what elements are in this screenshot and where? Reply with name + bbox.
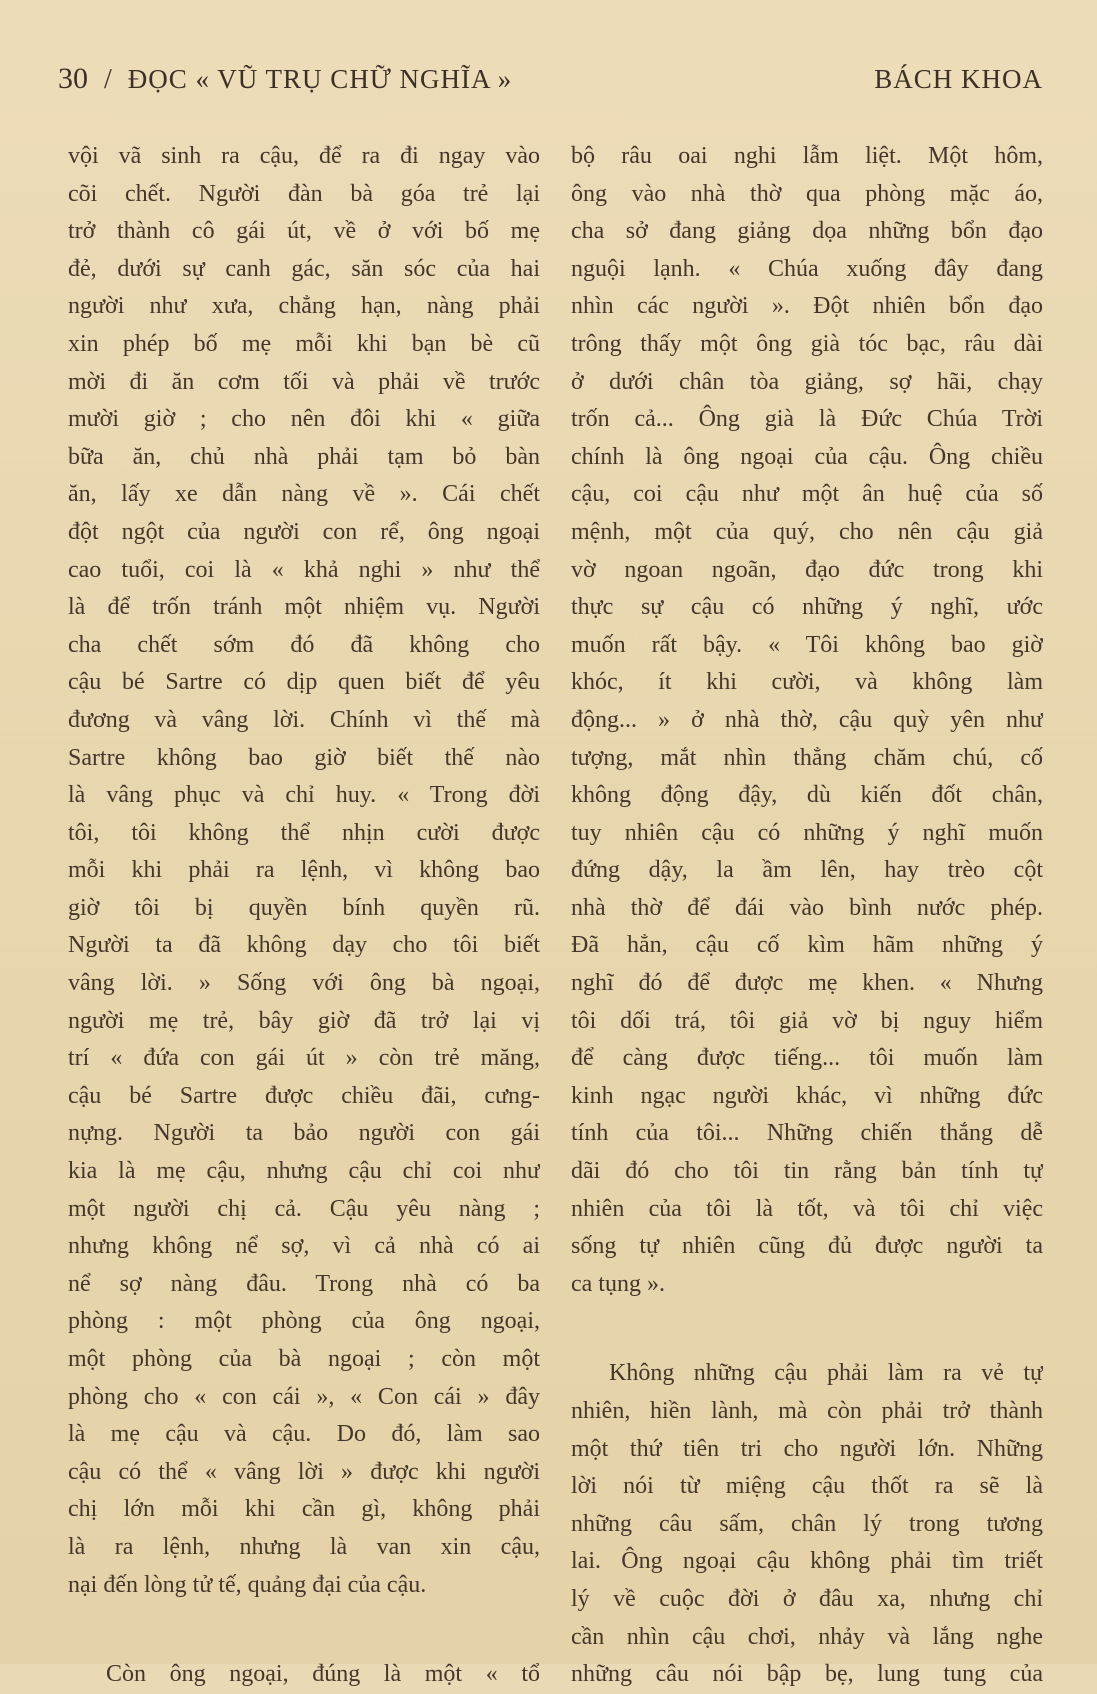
text-line: bộ râu oai nghi lẫm liệt. Một hôm, — [571, 143, 1043, 169]
text-line: Không những cậu phải làm ra vẻ tự — [609, 1360, 1043, 1387]
text-line: một thứ tiên tri cho người lớn. Những — [571, 1435, 1043, 1462]
text-line: lý về cuộc đời ở đâu xa, nhưng chỉ — [571, 1585, 1043, 1612]
text-line: tôi, tôi không thể nhịn cười được — [68, 819, 540, 846]
page-header — [58, 62, 1043, 112]
text-line: Sartre không bao giờ biết thế nào — [68, 744, 540, 771]
text-line: cậu có thể « vâng lời » được khi người — [68, 1458, 540, 1485]
text-line: không động đậy, dù kiến đốt chân, — [571, 782, 1043, 809]
text-line: muốn rất bậy. « Tôi không bao giờ — [571, 631, 1043, 658]
text-line: tượng, mắt nhìn thẳng chăm chú, cố — [571, 744, 1043, 771]
text-line: giờ tôi bị quyền bính quyền rũ. — [68, 894, 540, 921]
text-line: là mẹ cậu và cậu. Do đó, làm sao — [68, 1421, 540, 1448]
text-line: chính là ông ngoại của cậu. Ông chiều — [571, 443, 1043, 470]
text-line: nguội lạnh. « Chúa xuống đây đang — [571, 255, 1043, 282]
text-line: nhiên, hiền lành, mà còn phải trở thành — [571, 1398, 1043, 1424]
text-line: những câu sấm, chân lý trong tương — [571, 1510, 1043, 1537]
paragraph-gap — [571, 1303, 1043, 1355]
text-line: nghĩ đó để được mẹ khen. « Nhưng — [571, 970, 1043, 997]
text-line: vội vã sinh ra cậu, để ra đi ngay vào — [68, 143, 540, 169]
text-line: lời nói từ miệng cậu thốt ra sẽ là — [571, 1473, 1043, 1500]
text-line: nhưng không nể sợ, vì cả nhà có ai — [68, 1233, 540, 1260]
text-line: bữa ăn, chủ nhà phải tạm bỏ bàn — [68, 443, 540, 470]
text-line: phòng cho « con cái », « Con cái » đây — [68, 1383, 540, 1410]
magazine-name: BÁCH KHOA — [874, 64, 1043, 94]
text-line: nể sợ nàng đâu. Trong nhà có ba — [68, 1270, 540, 1297]
text-line: là ra lệnh, nhưng là van xin cậu, — [68, 1533, 540, 1560]
page-number: 30 — [58, 62, 88, 95]
header-separator: / — [104, 64, 112, 95]
left-column — [68, 138, 540, 1694]
text-line: kinh ngạc người khác, vì những đức — [571, 1082, 1043, 1109]
text-line: xin phép bố mẹ mỗi khi bạn bè cũ — [68, 330, 540, 357]
text-line: mệnh, một của quý, cho nên cậu giả — [571, 518, 1043, 545]
text-line: ông vào nhà thờ qua phòng mặc áo, — [571, 180, 1043, 207]
text-line: nại đến lòng tử tế, quảng đại của cậu. — [68, 1571, 427, 1598]
text-line: ca tụng ». — [571, 1270, 665, 1297]
text-line: đẻ, dưới sự canh gác, săn sóc của hai — [68, 255, 540, 282]
text-line: mười giờ ; cho nên đôi khi « giữa — [68, 406, 540, 433]
text-line: thực sự cậu có những ý nghĩ, ước — [571, 594, 1043, 621]
text-line: lai. Ông ngoại cậu không phải tìm triết — [571, 1548, 1043, 1575]
text-line: ở dưới chân tòa giảng, sợ hãi, chạy — [571, 368, 1043, 395]
text-line: mời đi ăn cơm tối và phải về trước — [68, 368, 540, 395]
text-line: vờ ngoan ngoãn, đạo đức trong khi — [571, 556, 1043, 583]
text-line: nhà thờ để đái vào bình nước phép. — [571, 894, 1043, 921]
text-line: để càng được tiếng... tôi muốn làm — [571, 1045, 1043, 1072]
text-line: những câu nói bập bẹ, lung tung của — [571, 1661, 1043, 1688]
text-line: ăn, lấy xe dẫn nàng về ». Cái chết — [68, 481, 540, 508]
text-line: cậu bé Sartre được chiều đãi, cưng- — [68, 1082, 540, 1109]
text-line: phòng : một phòng của ông ngoại, — [68, 1308, 540, 1335]
text-line: động... » ở nhà thờ, cậu quỳ yên như — [571, 706, 1043, 733]
text-line: cần nhìn cậu chơi, nhảy và lắng nghe — [571, 1623, 1043, 1650]
text-line: một phòng của bà ngoại ; còn một — [68, 1346, 540, 1372]
text-line: nựng. Người ta bảo người con gái — [68, 1120, 540, 1147]
text-line: tôi dối trá, tôi giả vờ bị nguy hiểm — [571, 1007, 1043, 1034]
text-line: chị lớn mỗi khi cần gì, không phải — [68, 1496, 540, 1523]
text-line: nhiên của tôi là tốt, và tôi chỉ việc — [571, 1195, 1043, 1222]
text-line: sống tự nhiên cũng đủ được người ta — [571, 1233, 1043, 1260]
text-line: trí « đứa con gái út » còn trẻ măng, — [68, 1045, 540, 1072]
text-line: đứng dậy, la ầm lên, hay trèo cột — [571, 857, 1043, 884]
text-line: trông thấy một ông già tóc bạc, râu dài — [571, 330, 1043, 357]
text-line: Đã hẳn, cậu cố kìm hãm những ý — [571, 932, 1043, 959]
text-line: người mẹ trẻ, bây giờ đã trở lại vị — [68, 1007, 540, 1034]
text-line: nhìn các người ». Đột nhiên bổn đạo — [571, 293, 1043, 320]
text-line: người như xưa, chẳng hạn, nàng phải — [68, 293, 540, 320]
text-line: vâng lời. » Sống với ông bà ngoại, — [68, 970, 540, 997]
header-left — [58, 62, 512, 96]
text-line: Người ta đã không dạy cho tôi biết — [68, 932, 540, 959]
text-line: đột ngột của người con rể, ông ngoại — [68, 518, 540, 545]
text-line: Còn ông ngoại, đúng là một « tổ — [106, 1661, 540, 1688]
text-line: mỗi khi phải ra lệnh, vì không bao — [68, 857, 540, 884]
text-line: trở thành cô gái út, về ở với bố mẹ — [68, 218, 540, 245]
text-line: cõi chết. Người đàn bà góa trẻ lại — [68, 180, 540, 207]
text-line: cha chết sớm đó đã không cho — [68, 631, 540, 658]
text-line: cậu, coi cậu như một ân huệ của số — [571, 481, 1043, 508]
text-line: cao tuổi, coi là « khả nghi » như thể — [68, 556, 540, 583]
running-title: ĐỌC « VŨ TRỤ CHỮ NGHĨA » — [127, 64, 513, 94]
text-line: là để trốn tránh một nhiệm vụ. Người — [68, 594, 540, 621]
text-line: dãi đó cho tôi tin rằng bản tính tự — [571, 1158, 1043, 1185]
text-line: đương và vâng lời. Chính vì thế mà — [68, 706, 540, 733]
right-column — [571, 138, 1043, 1694]
text-line: khóc, ít khi cười, và không làm — [571, 669, 1043, 696]
text-line: kia là mẹ cậu, nhưng cậu chỉ coi như — [68, 1158, 540, 1185]
text-line: cha sở đang giảng dọa những bổn đạo — [571, 218, 1043, 245]
text-line: tính của tôi... Những chiến thắng dễ — [571, 1120, 1043, 1147]
paragraph-gap — [68, 1604, 540, 1656]
text-line: một người chị cả. Cậu yêu nàng ; — [68, 1195, 540, 1222]
text-line: trốn cả... Ông già là Đức Chúa Trời — [571, 406, 1043, 433]
text-line: là vâng phục và chỉ huy. « Trong đời — [68, 782, 540, 809]
text-line: tuy nhiên cậu có những ý nghĩ muốn — [571, 819, 1043, 846]
text-line: cậu bé Sartre có dịp quen biết để yêu — [68, 669, 540, 696]
